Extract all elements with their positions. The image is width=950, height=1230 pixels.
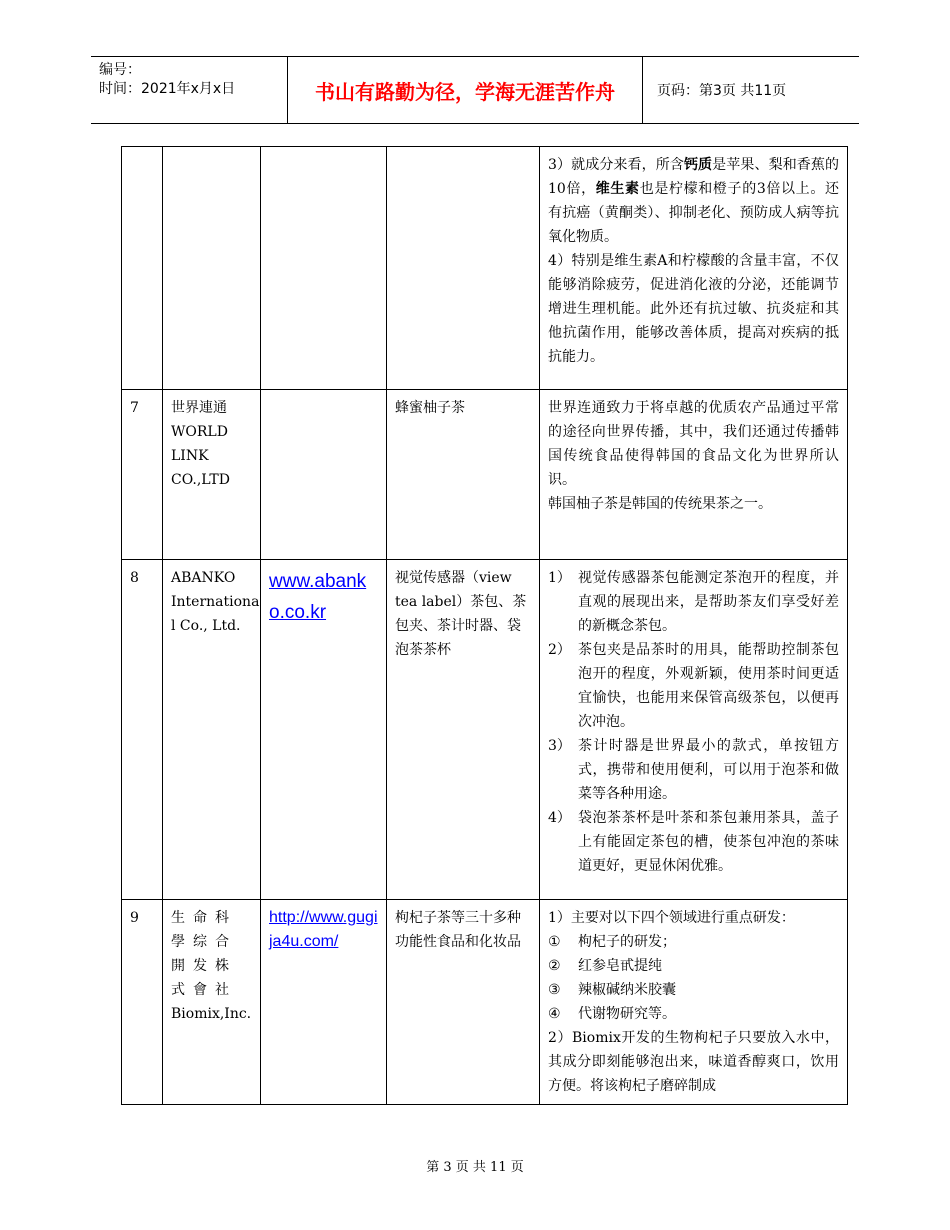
- list-item: ① 枸杞子的研发；: [548, 934, 676, 950]
- desc-paragraph: 3）就成分来看，所含钙质是苹果、梨和香蕉的10倍，维生素也是柠檬和橙子的3倍以上。还有抗癌（黄酮类）、抑制老化、预防成人病等抗氧化物质。: [548, 157, 840, 245]
- list-item: ④ 代谢物研究等。: [548, 1006, 676, 1022]
- desc-paragraph: 1）主要对以下四个领域进行重点研发：: [548, 910, 795, 926]
- desc-cell: [540, 147, 848, 390]
- page-header: [91, 56, 859, 124]
- desc-cell: [540, 560, 848, 900]
- page-footer: 第 3 页 共 11 页: [426, 1160, 524, 1175]
- website-cell: [261, 900, 387, 1105]
- company-name: [163, 900, 261, 1105]
- company-name: ABANKO Internationa l Co., Ltd.: [163, 560, 261, 900]
- company-name-en: Biomix,Inc.: [171, 1006, 252, 1022]
- time-label: 时间：2021年x月x日: [99, 81, 236, 97]
- list-item: 3） 茶计时器是世界最小的款式，单按钮方式，携带和使用便利，可以用于泡茶和做菜等各种用途。: [548, 738, 839, 802]
- list-item: 4） 袋泡茶茶杯是叶茶和茶包兼用茶具，盖子上有能固定茶包的槽，使茶包冲泡的茶味道更好，更显休闲优雅。: [548, 810, 839, 874]
- feature-list: [548, 930, 839, 1026]
- desc-paragraph: 韩国柚子茶是韩国的传统果茶之一。: [548, 496, 772, 512]
- header-meta: [91, 57, 287, 123]
- num-cell: [122, 147, 163, 390]
- desc-paragraph: 4）特别是维生素A和柠檬酸的含量丰富，不仅能够消除疲劳，促进消化液的分泌，还能调节增进生理机能。此外还有抗过敏、抗炎症和其他抗菌作用，能够改善体质，提高对疾病的抵抗能力。: [548, 253, 839, 365]
- list-item: ③ 辣椒碱纳米胶囊: [548, 982, 676, 998]
- desc-cell: [540, 390, 848, 560]
- website-cell: [261, 560, 387, 900]
- product-name: [387, 900, 540, 1105]
- company-table: [121, 146, 848, 1105]
- company-name-cn: 生命科學综合開发株式會社: [171, 910, 237, 998]
- company-name: 世界連通 WORLD LINK CO.,LTD: [163, 390, 261, 560]
- header-page-label: 页码：第3页 共11页: [657, 83, 787, 99]
- product-line: 枸杞子茶等三十多种: [395, 910, 521, 926]
- table-row: [122, 900, 848, 1105]
- row-number: 8: [122, 560, 163, 900]
- website-link[interactable]: www.abanko.co.kr: [269, 571, 367, 623]
- header-motto: 书山有路勤为径，学海无涯苦作舟: [287, 57, 643, 123]
- product-name: 视觉传感器（view tea label）茶包、茶包夹、茶计时器、袋泡茶茶杯: [387, 560, 540, 900]
- table-row: [122, 560, 848, 900]
- product-cell: [387, 147, 540, 390]
- company-cell: [163, 147, 261, 390]
- website-link[interactable]: http://www.gugija4u.com/: [269, 909, 378, 950]
- desc-paragraph: 世界连通致力于将卓越的优质农产品通过平常的途径向世界传播，其中，我们还通过传播韩国传统食品使得韩国的食品文化为世界所认识。: [548, 400, 839, 488]
- table-row: [122, 147, 848, 390]
- list-item: 2） 茶包夹是品茶时的用具，能帮助控制茶包泡开的程度，外观新颖，使用茶时间更适宜愉快，也能用来保管高级茶包，以便再次冲泡。: [548, 642, 839, 730]
- feature-list: [548, 566, 839, 878]
- website-cell: [261, 390, 387, 560]
- product-line: 功能性食品和化妆品: [395, 934, 521, 950]
- list-item: 1） 视觉传感器茶包能测定茶泡开的程度，并直观的展现出来，是帮助茶友们享受好差的新概念茶包。: [548, 570, 839, 634]
- product-name: 蜂蜜柚子茶: [387, 390, 540, 560]
- row-number: 7: [122, 390, 163, 560]
- website-cell: [261, 147, 387, 390]
- row-number: 9: [122, 900, 163, 1105]
- table-row: [122, 390, 848, 560]
- desc-cell: [540, 900, 848, 1105]
- number-label: 编号：: [99, 62, 141, 78]
- list-item: ② 红参皂甙提纯: [548, 958, 662, 974]
- desc-paragraph: 2）Biomix开发的生物枸杞子只要放入水中，其成分即刻能够泡出来，味道香醇爽口，饮用方便。将该枸杞子磨碎制成: [548, 1030, 839, 1094]
